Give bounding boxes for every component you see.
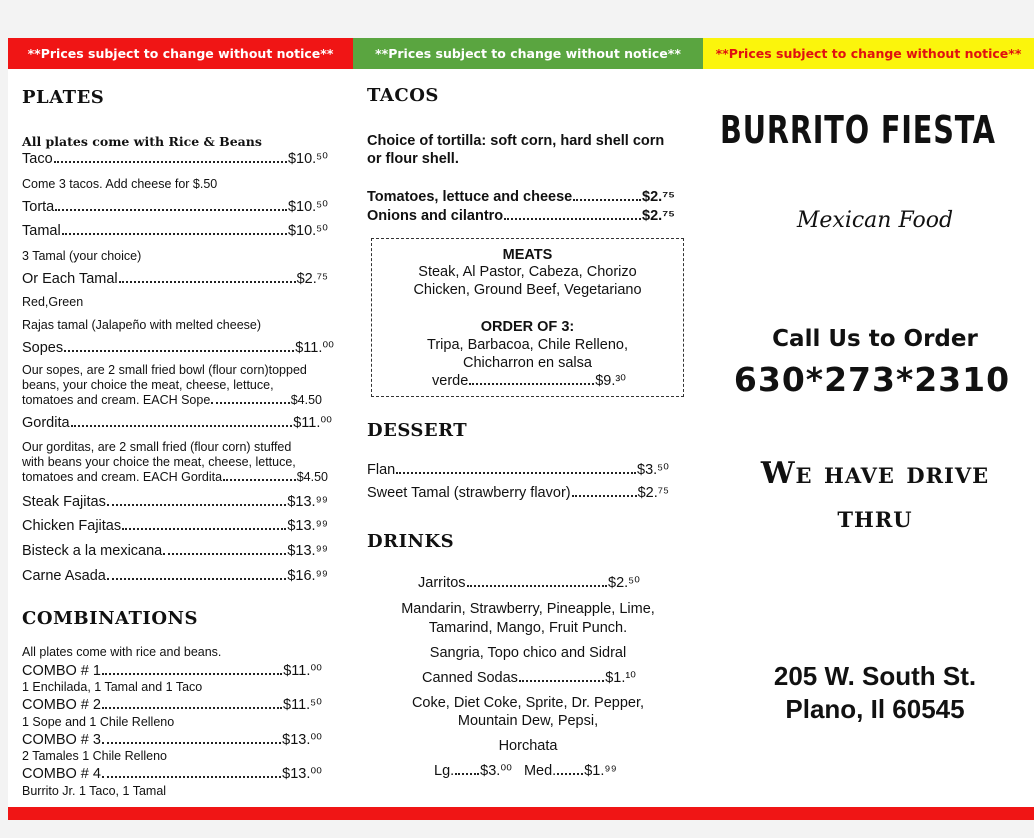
jarritos-flavors-line2: Tamarind, Mango, Fruit Punch. [428,620,628,636]
jarritos-flavors-line1: Mandarin, Strawberry, Pineapple, Lime, [401,601,655,617]
plates-heading: PLATES [22,87,105,108]
combinations-note: All plates come with rice and beans. [22,645,222,659]
taco-option-onions: Onions and cilantro $2.⁷⁵ [367,208,675,224]
drink-jarritos: Jarritos $2.⁵⁰ [418,575,640,591]
menu-item-each-gordita: tomatoes and cream. EACH Gordita $4.50 [22,470,328,484]
call-to-order: Call Us to Order [772,326,978,352]
menu-item-sopes: Sopes $11.⁰⁰ [22,340,334,356]
order-of-3-heading: ORDER OF 3: [480,319,575,335]
address-line1: 205 W. South St. [773,661,977,691]
sodas-line1: Coke, Diet Coke, Sprite, Dr. Pepper, [411,695,645,711]
price-notice-banner-green: **Prices subject to change without notice** [353,38,703,69]
combo-description: 1 Sope and 1 Chile Relleno [22,715,175,729]
dessert-flan: Flan $3.⁵⁰ [367,462,669,478]
combo-2: COMBO # 2 $11.⁵⁰ [22,697,322,713]
bottom-red-bar [8,807,1034,820]
item-description: Red,Green [22,295,84,309]
drink-horchata: Horchata [498,738,558,754]
menu-item-gordita: Gordita $11.⁰⁰ [22,415,332,431]
menu-item-tamal: Tamal $10.⁵⁰ [22,223,328,239]
combo-4: COMBO # 4 $13.⁰⁰ [22,766,322,782]
tacos-heading: TACOS [367,85,439,106]
restaurant-name: BURRITO FIESTA [720,108,996,152]
drive-thru-line2: thru [837,500,913,535]
menu-item-chicken-fajitas: Chicken Fajitas $13.⁹⁹ [22,518,328,534]
menu-item-steak-fajitas: Steak Fajitas $13.⁹⁹ [22,494,328,510]
order-of-3-line2: Chicharron en salsa [463,355,592,371]
order-of-3-line1: Tripa, Barbacoa, Chile Relleno, [427,337,628,353]
tagline: Mexican Food [796,208,954,233]
order-of-3-price: verde $9.³⁰ [432,373,626,389]
menu-item-taco: Taco $10.⁵⁰ [22,151,328,167]
combinations-heading: COMBINATIONS [22,608,198,629]
menu-item-each-sope: tomatoes and cream. EACH Sope $4.50 [22,393,322,407]
item-description: Rajas tamal (Jalapeño with melted cheese) [22,318,262,332]
combo-1: COMBO # 1 $11.⁰⁰ [22,663,322,679]
item-description: Our gorditas, are 2 small fried (flour corn) stuffed [22,440,292,454]
combo-description: 2 Tamales 1 Chile Relleno [22,749,167,763]
dessert-heading: DESSERT [367,420,468,441]
price-notice-banner-yellow: **Prices subject to change without notice** [703,38,1034,69]
taco-option-tomatoes: Tomatoes, lettuce and cheese $2.⁷⁵ [367,189,675,205]
meats-heading: MEATS [502,247,553,263]
plates-note: All plates come with Rice & Beans [22,134,262,149]
menu-item-each-tamal: Or Each Tamal $2.⁷⁵ [22,271,328,287]
address-line2: Plano, Il 60545 [785,694,965,724]
menu-item-bisteck: Bisteck a la mexicana $13.⁹⁹ [22,543,328,559]
item-description: Our sopes, are 2 small fried bowl (flour corn)topped [22,363,307,377]
combo-description: Burrito Jr. 1 Taco, 1 Tamal [22,784,167,798]
item-description: beans, your choice the meat, cheese, lettuce, [22,378,274,392]
item-description: with beans your choice the meat, cheese, lettuce, [22,455,296,469]
horchata-prices: Lg. $3.⁰⁰ Med. $1.⁹⁹ [434,763,617,779]
menu-item-carne-asada: Carne Asada $16.⁹⁹ [22,568,328,584]
meats-line2: Chicken, Ground Beef, Vegetariano [413,282,642,298]
price-notice-banner-red: **Prices subject to change without notice** [8,38,353,69]
tortilla-choice-line2: or flour shell. [367,151,459,167]
meats-line1: Steak, Al Pastor, Cabeza, Chorizo [418,264,637,280]
menu-item-torta: Torta $10.⁵⁰ [22,199,328,215]
drink-sangria: Sangria, Topo chico and Sidral [429,645,627,661]
dessert-sweet-tamal: Sweet Tamal (strawberry flavor) $2.⁷⁵ [367,485,669,501]
drive-thru-line1: We have drive [760,456,990,491]
item-description: Come 3 tacos. Add cheese for $.50 [22,177,218,191]
sodas-line2: Mountain Dew, Pepsi, [457,713,599,729]
combo-description: 1 Enchilada, 1 Tamal and 1 Taco [22,680,203,694]
drink-canned-sodas: Canned Sodas $1.¹⁰ [422,670,636,686]
drinks-heading: DRINKS [367,531,455,552]
tortilla-choice-line1: Choice of tortilla: soft corn, hard shell corn [367,133,665,149]
phone-number: 630*273*2310 [733,360,1011,399]
combo-3: COMBO # 3 $13.⁰⁰ [22,732,322,748]
item-description: 3 Tamal (your choice) [22,249,142,263]
